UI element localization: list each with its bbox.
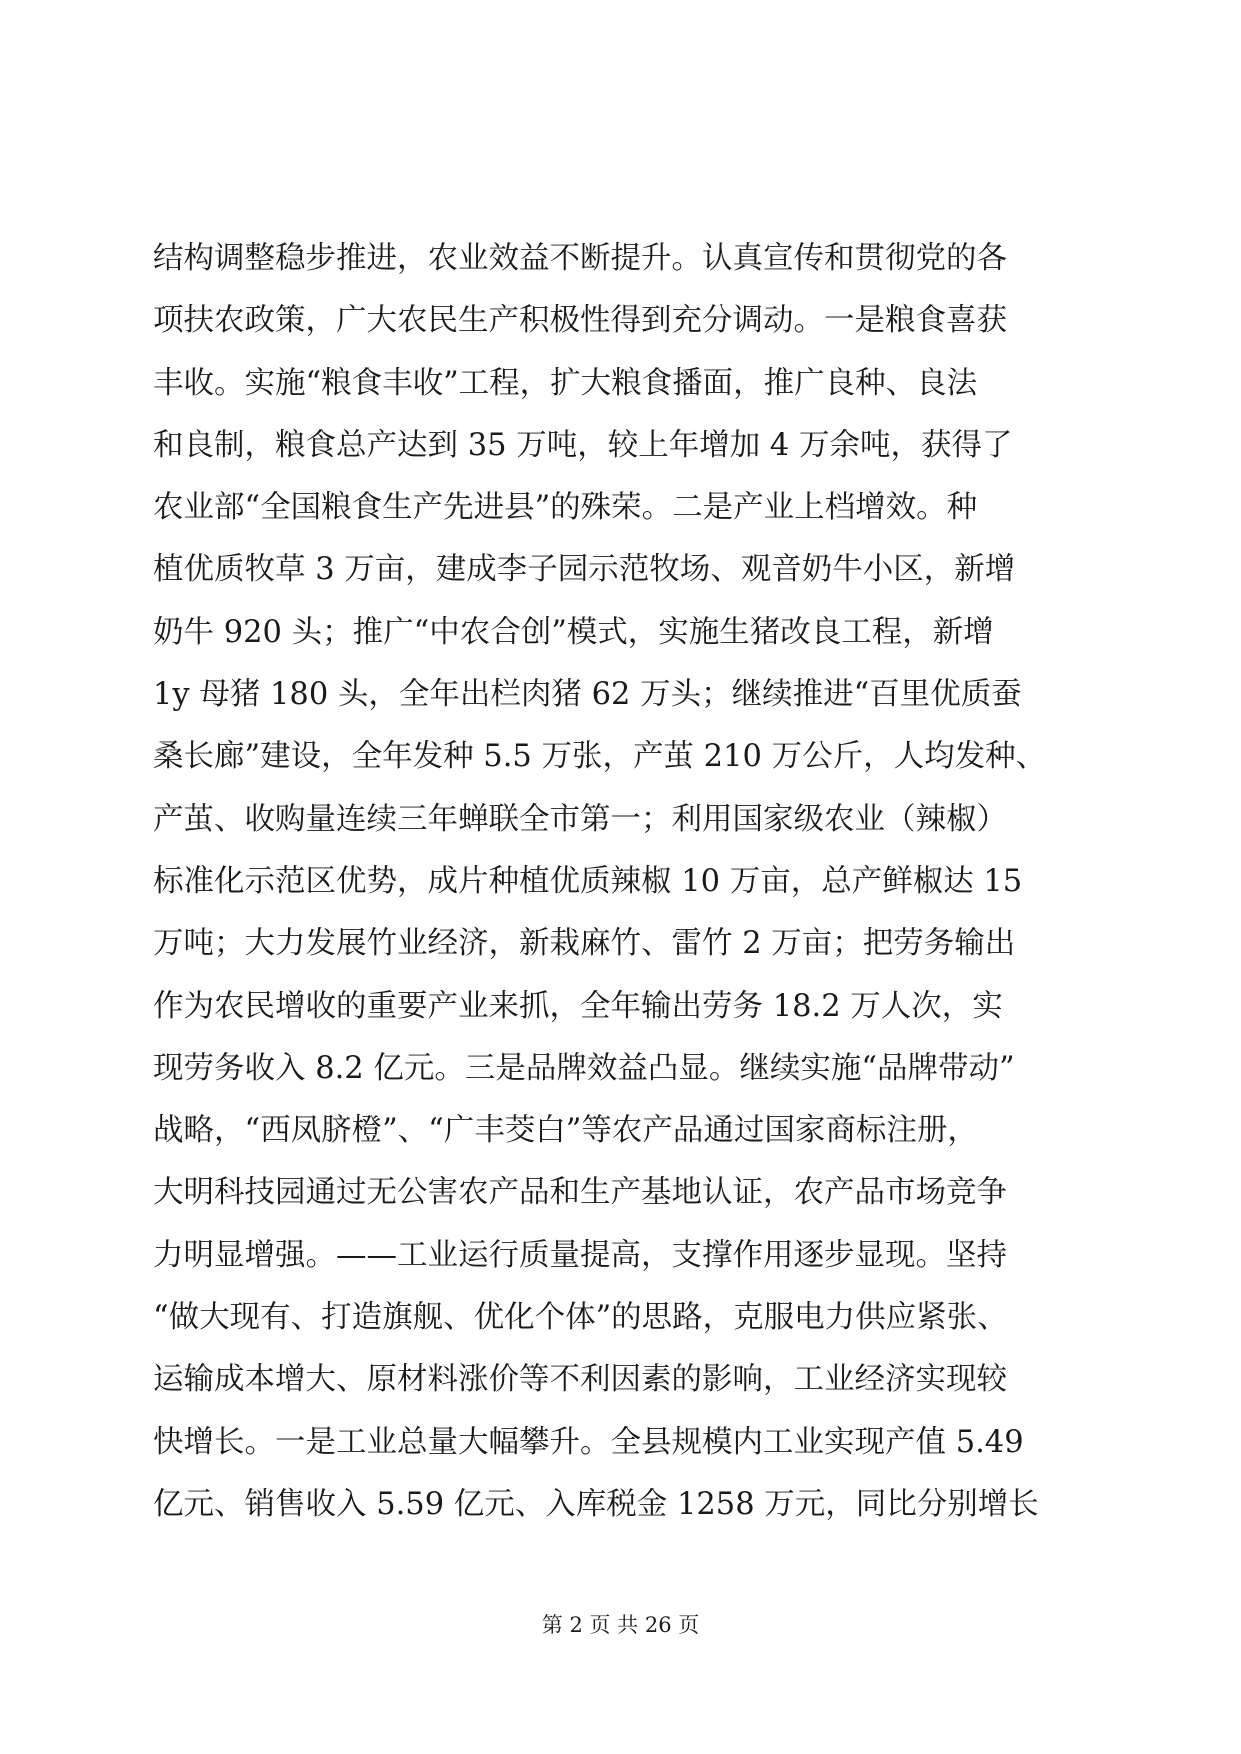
text-line: 奶牛 920 头；推广“中农合创”模式，实施生猪改良工程，新增	[153, 614, 994, 650]
text-line: 万吨；大力发展竹业经济，新栽麻竹、雷竹 2 万亩；把劳务输出	[153, 926, 1016, 962]
text-line: 农业部“全国粮食生产先进县”的殊荣。二是产业上档增效。种	[153, 490, 978, 526]
text-line: 桑长廊”建设，全年发种 5.5 万张，产茧 210 万公斤，人均发种、	[153, 739, 1047, 775]
page-footer	[0, 1610, 1241, 1640]
text-line: 现劳务收入 8.2 亿元。三是品牌效益凸显。继续实施“品牌带动”	[153, 1050, 1015, 1086]
text-line: 亿元、销售收入 5.59 亿元、入库税金 1258 万元，同比分别增长	[153, 1486, 1039, 1522]
body-text	[153, 228, 1098, 1536]
text-line: 标准化示范区优势，成片种植优质辣椒 10 万亩，总产鲜椒达 15	[153, 863, 1023, 899]
text-line: 产茧、收购量连续三年蝉联全市第一；利用国家级农业（辣椒）	[153, 801, 1007, 837]
text-line: 结构调整稳步推进，农业效益不断提升。认真宣传和贯彻党的各	[153, 241, 1007, 276]
text-line: 运输成本增大、原材料涨价等不利因素的影响，工业经济实现较	[153, 1362, 1007, 1398]
text-line: 大明科技园通过无公害农产品和生产基地认证，农产品市场竞争	[153, 1175, 1007, 1211]
text-line: 作为农民增收的重要产业来抓，全年输出劳务 18.2 万人次，实	[153, 988, 1003, 1024]
page-number: 第 2 页 共 26 页	[541, 1613, 700, 1637]
text-line: “做大现有、打造旗舰、优化个体”的思路，克服电力供应紧张、	[153, 1300, 1008, 1336]
text-line: 项扶农政策，广大农民生产积极性得到充分调动。一是粮食喜获	[153, 303, 1007, 339]
text-line: 快增长。一是工业总量大幅攀升。全县规模内工业实现产值 5.49	[153, 1424, 1024, 1460]
text-line: 植优质牧草 3 万亩，建成李子园示范牧场、观音奶牛小区，新增	[153, 552, 1016, 588]
text-line: 和良制，粮食总产达到 35 万吨，较上年增加 4 万余吨，获得了	[153, 427, 1013, 463]
text-line: 丰收。实施“粮食丰收”工程，扩大粮食播面，推广良种、良法	[153, 365, 978, 401]
text-line: 战略，“西凤脐橙”、“广丰茭白”等农产品通过国家商标注册，	[153, 1113, 978, 1149]
text-line: 力明显增强。——工业运行质量提高，支撑作用逐步显现。坚持	[153, 1237, 1007, 1273]
text-line: 1y 母猪 180 头，全年出栏肉猪 62 万头；继续推进“百里优质蚕	[153, 677, 1022, 713]
